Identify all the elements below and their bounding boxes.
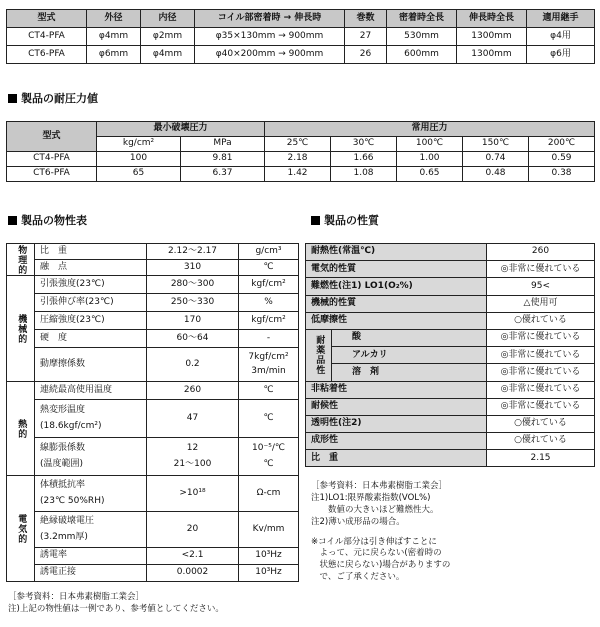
table-row xyxy=(7,152,595,167)
property-value: ○優れている xyxy=(487,415,595,432)
table-cell: φ4mm xyxy=(87,28,141,46)
pressure-section-title xyxy=(8,90,98,106)
dim-header: コイル部密着時 → 伸長時 xyxy=(195,10,345,28)
table-cell: 26 xyxy=(345,46,387,64)
dim-header: 適用継手 xyxy=(527,10,595,28)
section-title-text: 製品の性質 xyxy=(324,214,379,227)
group-label: 耐薬品性 xyxy=(306,329,332,381)
property-value: 20 xyxy=(147,512,239,548)
table-cell: 65 xyxy=(97,167,181,182)
table-row xyxy=(7,294,299,312)
property-value: ◎非常に優れている xyxy=(487,329,595,346)
property-value: 47 xyxy=(147,400,239,438)
note-line: 注2)薄い成形品の場合。 xyxy=(311,516,405,527)
property-label: 比 重 xyxy=(306,450,487,467)
property-unit: ℃ xyxy=(239,382,299,400)
property-value: 0.0002 xyxy=(147,565,239,582)
temp-header: 25℃ xyxy=(265,137,331,152)
property-label: 電気的性質 xyxy=(306,261,487,278)
property-label: アルカリ xyxy=(332,347,487,364)
property-unit: Kv/mm xyxy=(239,512,299,548)
table-row xyxy=(306,244,595,261)
unit-line: 7kgf/cm² xyxy=(248,351,289,362)
properties-notes xyxy=(311,481,450,584)
table-cell: φ6用 xyxy=(527,46,595,64)
model-cell: CT4-PFA xyxy=(7,152,97,167)
property-unit: kgf/cm² xyxy=(239,312,299,330)
note-line: よって、元に戻らない(密着時の xyxy=(311,548,442,559)
property-value: 170 xyxy=(147,312,239,330)
table-cell: 600mm xyxy=(387,46,457,64)
section-title-text: 製品の物性表 xyxy=(21,214,87,227)
property-label: 圧縮強度(23℃) xyxy=(35,312,147,330)
table-row xyxy=(306,278,595,295)
group-label: 物理的 xyxy=(7,244,35,276)
table-cell: φ35×130mm → 900mm xyxy=(195,28,345,46)
table-row xyxy=(7,276,299,294)
property-value: 260 xyxy=(147,382,239,400)
model-cell: CT4-PFA xyxy=(7,28,87,46)
property-unit: % xyxy=(239,294,299,312)
property-label: 硬 度 xyxy=(35,330,147,348)
section-title-text: 製品の耐圧力値 xyxy=(21,92,98,105)
group-label: 電気的 xyxy=(7,476,35,582)
table-row xyxy=(7,167,595,182)
product-properties-table xyxy=(305,243,595,467)
unit-header: MPa xyxy=(181,137,265,152)
table-cell: 27 xyxy=(345,28,387,46)
note-line: ［参考資料：日本弗素樹脂工業会］ xyxy=(8,592,145,602)
unit-line: 3m/min xyxy=(251,366,286,376)
property-unit: g/cm³ xyxy=(239,244,299,260)
group-label: 機械的 xyxy=(7,276,35,382)
property-value: 2.15 xyxy=(487,450,595,467)
property-label: 非粘着性 xyxy=(306,381,487,398)
label-line: (18.6kgf/cm²) xyxy=(40,420,102,431)
table-row xyxy=(306,261,595,278)
dim-header: 密着時全長 xyxy=(387,10,457,28)
table-cell: φ4用 xyxy=(527,28,595,46)
property-value: 0.2 xyxy=(147,348,239,382)
note-line: 注1)LO1:限界酸素指数(VOL%) xyxy=(311,492,431,503)
note-line: 注)上記の物性値は一例であり、参考値としてください。 xyxy=(8,603,224,614)
table-cell: 530mm xyxy=(387,28,457,46)
property-value: ◎非常に優れている xyxy=(487,381,595,398)
physical-section-title xyxy=(8,212,87,228)
model-header: 型式 xyxy=(7,122,97,152)
table-cell: 9.81 xyxy=(181,152,265,167)
property-label xyxy=(35,400,147,438)
property-value: 60～64 xyxy=(147,330,239,348)
property-value: <2.1 xyxy=(147,548,239,565)
table-row xyxy=(7,512,299,548)
property-value xyxy=(147,438,239,476)
model-cell: CT6-PFA xyxy=(7,46,87,64)
table-cell: φ2mm xyxy=(141,28,195,46)
dim-header: 外径 xyxy=(87,10,141,28)
property-label: 難燃性(注1) LO1(O₂%) xyxy=(306,278,487,295)
table-row xyxy=(7,476,299,512)
property-value: 250～330 xyxy=(147,294,239,312)
table-cell: 0.65 xyxy=(397,167,463,182)
table-cell: 0.74 xyxy=(463,152,529,167)
property-value: ◎非常に優れている xyxy=(487,347,595,364)
property-unit: - xyxy=(239,330,299,348)
table-cell: 2.18 xyxy=(265,152,331,167)
property-unit xyxy=(239,348,299,382)
temp-header: 200℃ xyxy=(529,137,595,152)
dim-header: 内径 xyxy=(141,10,195,28)
table-row xyxy=(7,400,299,438)
note-spacer xyxy=(311,529,450,537)
table-row xyxy=(7,438,299,476)
property-label xyxy=(35,438,147,476)
table-row xyxy=(306,415,595,432)
temp-header: 150℃ xyxy=(463,137,529,152)
property-label: 成形性 xyxy=(306,433,487,450)
property-label: 比 重 xyxy=(35,244,147,260)
note-line: 数値の大きいほど難燃性大。 xyxy=(311,504,439,515)
property-unit: Ω-cm xyxy=(239,476,299,512)
table-row xyxy=(7,46,595,64)
square-bullet-icon xyxy=(311,216,320,225)
table-row xyxy=(306,347,595,364)
property-label: 機械的性質 xyxy=(306,295,487,312)
property-value: 95< xyxy=(487,278,595,295)
properties-section-title xyxy=(311,212,379,228)
property-unit: kgf/cm² xyxy=(239,276,299,294)
property-label: 透明性(注2) xyxy=(306,415,487,432)
property-value: 310 xyxy=(147,260,239,276)
table-cell: φ4mm xyxy=(141,46,195,64)
property-label: 連続最高使用温度 xyxy=(35,382,147,400)
property-label: 融 点 xyxy=(35,260,147,276)
property-value: >10¹⁸ xyxy=(147,476,239,512)
table-row xyxy=(7,330,299,348)
physical-notes xyxy=(8,592,224,616)
dimensions-table xyxy=(6,9,595,64)
label-line: 体積抵抗率 xyxy=(40,480,86,491)
table-row xyxy=(7,244,299,260)
table-row xyxy=(7,312,299,330)
property-value: 2.12～2.17 xyxy=(147,244,239,260)
dimensions-header-row xyxy=(7,10,595,28)
label-line: 線膨張係数 xyxy=(40,443,86,454)
table-cell: φ6mm xyxy=(87,46,141,64)
property-value: ◎非常に優れている xyxy=(487,364,595,381)
unit-line: ℃ xyxy=(263,458,274,469)
property-unit: ℃ xyxy=(239,400,299,438)
model-cell: CT6-PFA xyxy=(7,167,97,182)
label-line: (23℃ 50%RH) xyxy=(40,495,105,506)
square-bullet-icon xyxy=(8,216,17,225)
property-label: 溶 剤 xyxy=(332,364,487,381)
property-value: ◎非常に優れている xyxy=(487,261,595,278)
table-cell: 1.66 xyxy=(331,152,397,167)
property-label: 動摩擦係数 xyxy=(35,348,147,382)
table-cell: 0.38 xyxy=(529,167,595,182)
square-bullet-icon xyxy=(8,94,17,103)
dim-header: 伸長時全長 xyxy=(457,10,527,28)
table-row xyxy=(306,295,595,312)
property-label: 酸 xyxy=(332,329,487,346)
min-burst-header: 最小破壊圧力 xyxy=(97,122,265,137)
table-cell: 100 xyxy=(97,152,181,167)
note-line: ［参考資料：日本弗素樹脂工業会］ xyxy=(311,481,448,491)
dim-header: 巻数 xyxy=(345,10,387,28)
dim-header: 型式 xyxy=(7,10,87,28)
note-line: 状態に戻らない)場合がありますの xyxy=(311,560,451,571)
table-row xyxy=(306,433,595,450)
table-row xyxy=(306,381,595,398)
unit-header: kg/cm² xyxy=(97,137,181,152)
table-row xyxy=(7,348,299,382)
table-row xyxy=(306,312,595,329)
table-row xyxy=(7,28,595,46)
label-line: (3.2mm厚) xyxy=(40,531,88,542)
unit-line: 10⁻⁵/℃ xyxy=(252,443,285,454)
property-unit: 10³Hz xyxy=(239,548,299,565)
property-value: 260 xyxy=(487,244,595,261)
table-cell: 1.42 xyxy=(265,167,331,182)
table-cell: 0.59 xyxy=(529,152,595,167)
property-label: 低摩擦性 xyxy=(306,312,487,329)
label-line: 絶縁破壊電圧 xyxy=(40,516,95,527)
property-unit xyxy=(239,438,299,476)
table-row xyxy=(306,398,595,415)
property-value: ○優れている xyxy=(487,312,595,329)
group-label: 熱的 xyxy=(7,382,35,476)
property-label: 耐熱性(常温℃) xyxy=(306,244,487,261)
property-label: 引張伸び率(23℃) xyxy=(35,294,147,312)
property-label: 誘電正接 xyxy=(35,565,147,582)
table-cell: 1300mm xyxy=(457,28,527,46)
property-unit: 10³Hz xyxy=(239,565,299,582)
table-row xyxy=(7,548,299,565)
property-label xyxy=(35,476,147,512)
label-line: (温度範囲) xyxy=(40,458,84,469)
physical-properties-table xyxy=(6,243,299,582)
label-line: 熱変形温度 xyxy=(40,405,86,416)
table-cell: 0.48 xyxy=(463,167,529,182)
property-value: △使用可 xyxy=(487,295,595,312)
table-cell: 1300mm xyxy=(457,46,527,64)
table-row xyxy=(306,364,595,381)
table-cell: 1.00 xyxy=(397,152,463,167)
property-label: 耐候性 xyxy=(306,398,487,415)
property-value: ◎非常に優れている xyxy=(487,398,595,415)
property-label: 引張強度(23℃) xyxy=(35,276,147,294)
value-line: 21～100 xyxy=(173,458,212,469)
property-value: 280～300 xyxy=(147,276,239,294)
table-cell: 1.08 xyxy=(331,167,397,182)
table-cell: φ40×200mm → 900mm xyxy=(195,46,345,64)
temp-header: 30℃ xyxy=(331,137,397,152)
property-label: 誘電率 xyxy=(35,548,147,565)
table-row xyxy=(7,260,299,276)
table-row xyxy=(306,450,595,467)
property-label xyxy=(35,512,147,548)
table-row xyxy=(306,329,595,346)
property-unit: ℃ xyxy=(239,260,299,276)
note-line: ※コイル部分は引き伸ばすことに xyxy=(311,536,437,547)
table-row xyxy=(7,382,299,400)
temp-header: 100℃ xyxy=(397,137,463,152)
property-value: ○優れている xyxy=(487,433,595,450)
note-line: で、ご了承ください。 xyxy=(311,572,405,583)
pressure-table xyxy=(6,121,595,182)
table-cell: 6.37 xyxy=(181,167,265,182)
table-row xyxy=(7,565,299,582)
working-pressure-header: 常用圧力 xyxy=(265,122,595,137)
value-line: 12 xyxy=(186,443,199,454)
